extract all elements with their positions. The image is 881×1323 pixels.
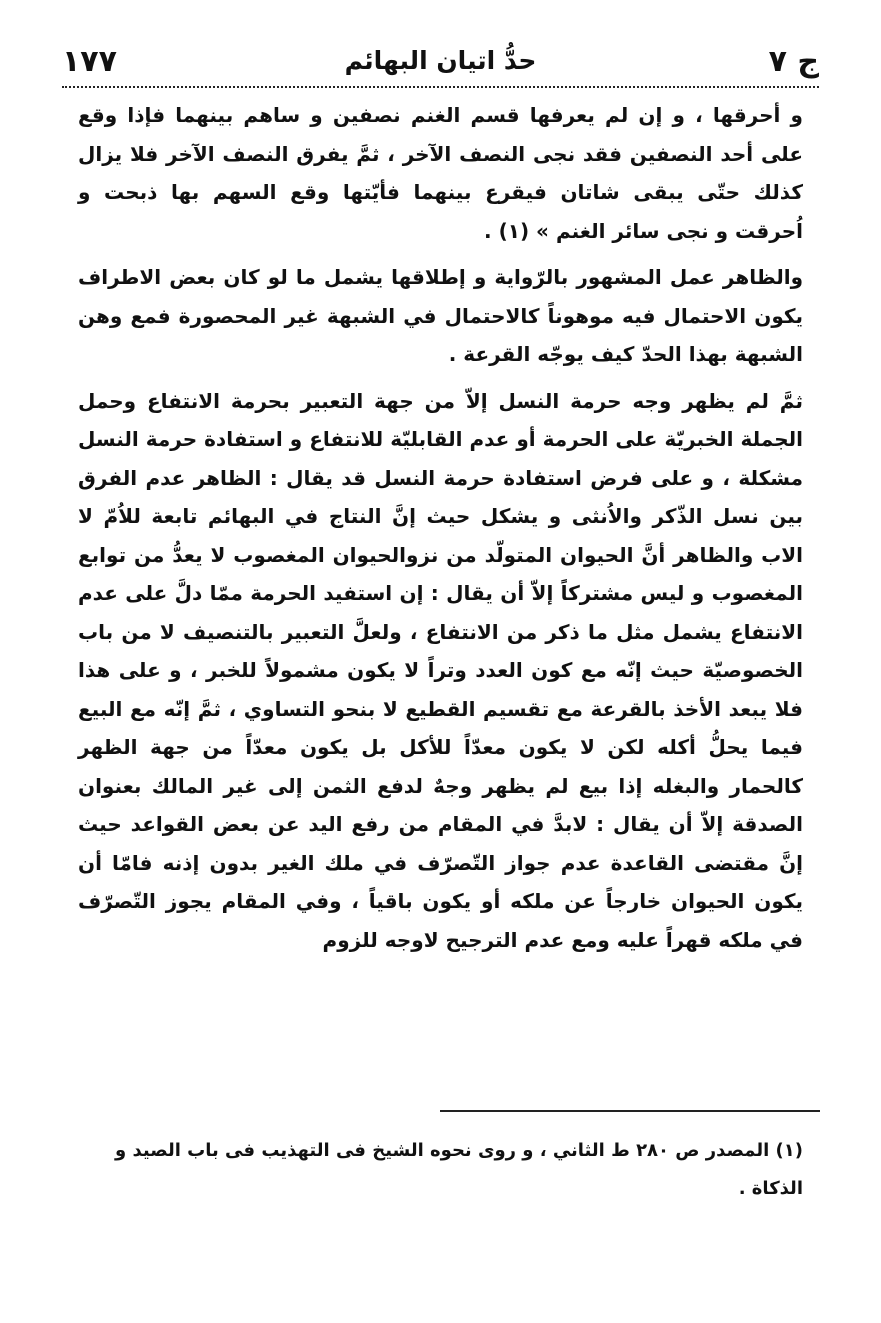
header-divider bbox=[62, 86, 819, 88]
page-header bbox=[62, 40, 819, 84]
volume-label: ج ٧ bbox=[768, 44, 819, 79]
paragraph: ثمَّ لم يظهر وجه حرمة النسل إلاّ من جهة التعبير بحرمة الانتفاع وحمل الجملة الخبريّة على الحرمة أو عدم القابليّة للانتفاع و استفادة حرمة النسل مشكلة ، و على فرض استفادة حرمة النسل قد يقال : الظاهر عدم الفرق بين نسل الذّكر والاُنثى و يشكل حيث إنَّ النتاج في البهائم تابعة للاُمّ لا الاب والظاهر أنَّ الحيوان المتولّد من نزوالحيوان المغصوب لا يعدُّ من توابع المغصوب و ليس مشتركاً إلاّ أن يقال : إن استفيد الحرمة ممّا دلَّ على عدم الانتفاع يشمل مثل ما ذكر من الانتفاع ، ولعلَّ التعبير بالتنصيف لا من باب الخصوصيّة حيث إنّه مع كون العدد وتراً لا يكون مشمولاً للخبر ، و على هذا فلا يبعد الأخذ بالقرعة مع تقسيم القطيع لا بنحو التساوي ، ثمَّ إنّه مع البيع فيما يحلُّ أكله لكن لا يكون معدّاً للأكل بل يكون معدّاً من جهة الظهر كالحمار والبغله إذا بيع لم يظهر وجهٌ لدفع الثمن إلى غير المالك بعنوان الصدقة إلاّ أن يقال : لابدَّ في المقام من رفع اليد عن بعض القواعد حيث إنَّ مقتضى القاعدة عدم جواز التّصرّف في ملك الغير بدون إذنه فامّا أن يكون الحيوان خارجاً عن ملكه أو يكون باقياً ، وفي المقام يجوز التّصرّف في ملكه قهراً عليه ومع عدم الترجيح لاوجه للزوم bbox=[78, 388, 803, 952]
page-number: ١٧٧ bbox=[62, 44, 117, 79]
running-title: حدُّ اتيان البهائم bbox=[344, 46, 537, 75]
paragraph: و أحرقها ، و إن لم يعرفها قسم الغنم نصفين و ساهم بينهما فإذا وقع على أحد النصفين فقد نجى النصف الآخر ، ثمَّ يفرق النصف الآخر فلا يزال كذلك حتّى يبقى شاتان فيقرع بينهما فأيّتها وقع السهم بها ذبحت و اُحرقت و نجى سائر الغنم » (١) . bbox=[78, 103, 803, 243]
footnote: (١) المصدر ص ٢٨٠ ط الثاني ، و روى نحوه الشيخ فى التهذيب فى باب الصيد و الذكاة . bbox=[115, 1140, 803, 1199]
paragraph: والظاهر عمل المشهور بالرّواية و إطلاقها يشمل ما لو كان بعض الاطراف يكون الاحتمال فيه موهوناً كالاحتمال في الشبهة غير المحصورة فمع وهن الشبهة بهذا الحدّ كيف يوجّه القرعة . bbox=[78, 265, 803, 366]
main-text bbox=[78, 96, 803, 967]
footnote-divider bbox=[440, 1110, 820, 1112]
